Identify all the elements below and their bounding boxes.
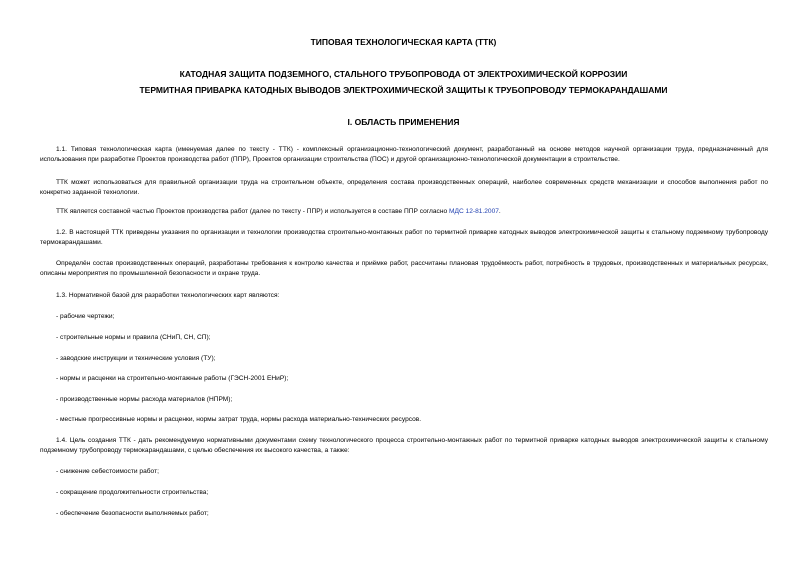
list-item: - снижение себестоимости работ; xyxy=(56,468,159,475)
paragraph-ttk-usage: ТТК может использоваться для правильной организации труда на строительном объекте, определения состава производственных операций, наиболее современных средств механизации и способов выполнения работ по конкретно заданной технологии. xyxy=(40,179,768,196)
paragraph-1-4: 1.4. Цель создания ТТК - дать рекомендуемую нормативными документами схему технологического процесса строительно-монтажных работ по термитной приварке катодных выводов электрохимической защиты к стальному подземному трубопроводу термокарандашами, с целью обеспечения их высокого качества, а также: xyxy=(40,437,768,454)
section-title: I. ОБЛАСТЬ ПРИМЕНЕНИЯ xyxy=(347,117,460,127)
document-title-line-1: КАТОДНАЯ ЗАЩИТА ПОДЗЕМНОГО, СТАЛЬНОГО ТРУБОПРОВОДА ОТ ЭЛЕКТРОХИМИЧЕСКОЙ КОРРОЗИИ xyxy=(179,69,628,79)
paragraph-ttk-ppr xyxy=(40,207,768,217)
paragraph-1-1: 1.1. Типовая технологическая карта (именуемая далее по тексту - ТТК) - комплексный организационно-технологический документ, разработанный на основе методов научной организации труда, предназначенный для использования при разработке Проектов производства работ (ППР), Проектов организации строительства (ПОС) и другой организационно-технологической документации в строительстве. xyxy=(40,146,768,163)
paragraph-1-2: 1.2. В настоящей ТТК приведены указания по организации и технологии производства строительно-монтажных работ по термитной приварке катодных выводов электрохимической защиты к стальному подземному трубопроводу термокарандашами. xyxy=(40,229,768,246)
list-item: - заводские инструкции и технические условия (ТУ); xyxy=(56,355,216,362)
list-item: - строительные нормы и правила (СНиП, СН, СП); xyxy=(56,334,211,341)
document-type-heading: ТИПОВАЯ ТЕХНОЛОГИЧЕСКАЯ КАРТА (ТТК) xyxy=(310,37,497,47)
mds-link[interactable]: МДС 12-81.2007 xyxy=(448,208,499,215)
list-item: - нормы и расценки на строительно-монтажные работы (ГЭСН-2001 ЕНиР); xyxy=(56,375,289,382)
paragraph-1-3: 1.3. Нормативной базой для разработки технологических карт являются: xyxy=(56,292,280,299)
document-title-line-2: ТЕРМИТНАЯ ПРИВАРКА КАТОДНЫХ ВЫВОДОВ ЭЛЕКТРОХИМИЧЕСКОЙ ЗАЩИТЫ К ТРУБОПРОВОДУ ТЕРМОКАРАНДАШАМИ xyxy=(139,85,668,95)
list-item: - сокращение продолжительности строительства; xyxy=(56,489,209,496)
paragraph-ttk-ppr-end: . xyxy=(498,208,501,215)
list-item: - рабочие чертежи; xyxy=(56,313,115,320)
list-item: - местные прогрессивные нормы и расценки, нормы затрат труда, нормы расхода материально-технических ресурсов. xyxy=(56,416,422,423)
list-item: - производственные нормы расхода материалов (НПРМ); xyxy=(56,396,233,403)
paragraph-ttk-ppr-text: ТТК является составной частью Проектов производства работ (далее по тексту - ППР) и используется в составе ППР согласно xyxy=(56,208,449,215)
list-item: - обеспечение безопасности выполняемых работ; xyxy=(56,510,209,517)
paragraph-operations: Определён состав производственных операций, разработаны требования к контролю качества и приёмке работ, рассчитаны плановая трудоёмкость работ, потребность в трудовых, производственных и материальных ресурсах, описаны мероприятия по промышленной безопасности и охране труда. xyxy=(40,260,768,277)
